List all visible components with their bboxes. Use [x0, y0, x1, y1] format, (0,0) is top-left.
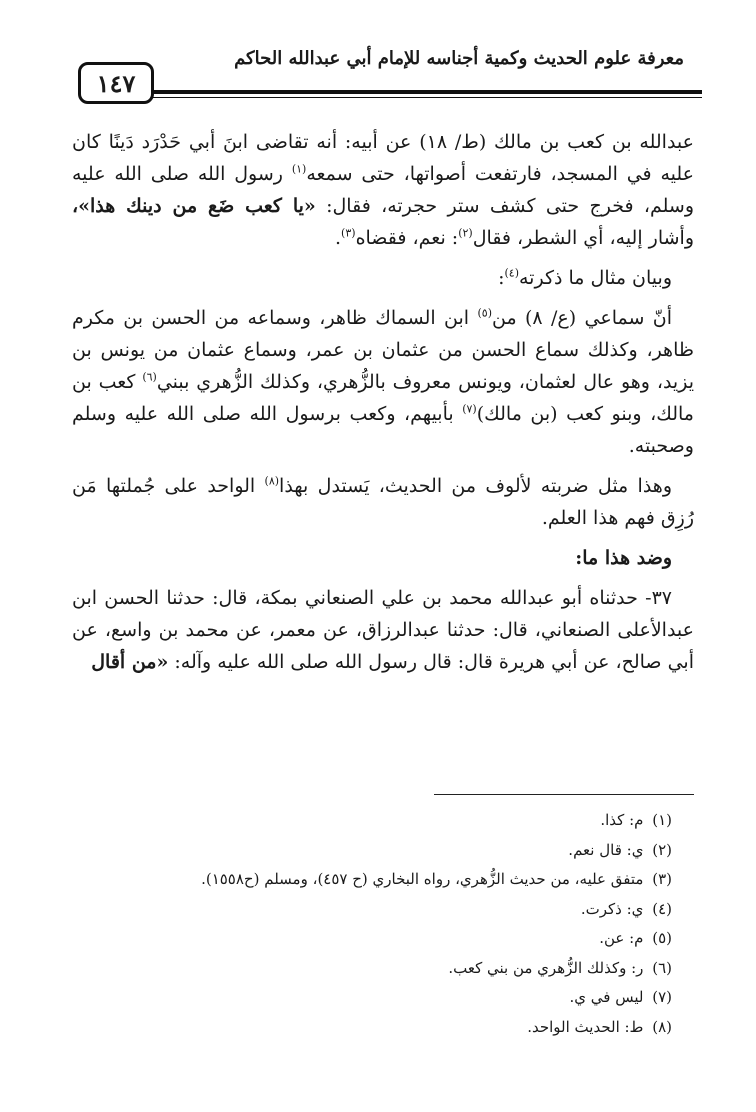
- footnote-number: (٣): [652, 870, 672, 888]
- text-run: عبدالله بن كعب بن مالك (ط/ ١٨) عن أبيه: أنه تقاضى ابنَ أبي حَدْرَد دَينًا كان عليه في المسجد، فارتفعت أصواتها، حتى سمعه: [72, 131, 695, 185]
- running-title: معرفة علوم الحديث وكمية أجناسه للإمام أبي عبدالله الحاكم: [234, 48, 684, 69]
- text-run: أنّ سماعي (ع/ ٨) من: [491, 307, 673, 329]
- footnote-item: [72, 924, 694, 954]
- footnote-text: ر: وكذلك الزُّهري من بني كعب.: [448, 958, 644, 977]
- footnote-marker: (٥): [477, 306, 492, 320]
- header-rule-thick: [152, 90, 702, 94]
- footnote-number: (٤): [652, 899, 672, 918]
- section-heading: وضد هذا ما:: [575, 547, 672, 569]
- paragraph-1: [72, 126, 694, 254]
- footnote-marker: (٨): [264, 474, 280, 488]
- footnote-item: [72, 1013, 694, 1043]
- footnotes-list: [72, 806, 694, 1042]
- footnote-separator: [434, 794, 694, 795]
- footnote-number: (٥): [652, 929, 672, 947]
- text-run: .: [335, 227, 342, 249]
- text-run: : نعم، فقضاه: [355, 227, 459, 249]
- text-run: بأبيهم، وكعب برسول الله صلى الله عليه وسلم وصحبته.: [72, 403, 694, 457]
- footnote-text: م: كذا.: [600, 811, 644, 829]
- page-header: [72, 40, 702, 104]
- text-run: كعب بن مالك، وبنو كعب (بن مالك): [72, 371, 694, 425]
- text-run: ٣٧- حدثناه أبو عبدالله محمد بن علي الصنعاني بمكة، قال: حدثنا الحسن ابن عبدالأعلى الصنعاني، قال: حدثنا عبدالرزاق، عن معمر، عن محمد بن واسع، عن أبي صالح، عن أبي هريرة قال: قال رسول الله صلى الله عليه وآله:: [72, 587, 694, 673]
- footnote-text: ي: ذكرت.: [580, 899, 644, 918]
- footnote-item: [72, 806, 694, 836]
- footnote-text: ي: قال نعم.: [568, 840, 644, 859]
- paragraph-3: [72, 302, 694, 462]
- footnote-number: (٢): [652, 840, 672, 859]
- footnote-text: م: عن.: [599, 929, 644, 947]
- footnote-text: ليس في ي.: [569, 988, 644, 1006]
- text-run: ابن السماك ظاهر، وسماعه من الحسن بن مكرم ظاهر، وكذلك سماع الحسن من عثمان بن عمر، وسماع عثمان من يونس بن يزيد، وهو عال لعثمان، ويونس معروف بالزُّهري، وكذلك الزُّهري ببني: [72, 307, 694, 393]
- footnote-marker: (٤): [504, 266, 519, 280]
- text-run: وبيان مثال ما ذكرته: [519, 267, 672, 289]
- footnote-text: ط: الحديث الواحد.: [527, 1017, 644, 1036]
- text-run: الواحد على جُملتها مَن رُزِق فهم هذا العلم.: [72, 475, 694, 529]
- footnote-item: [72, 836, 694, 866]
- text-run: رسول الله صلى الله عليه وسلم، فخرج حتى كشف ستر حجرته، فقال:: [72, 163, 694, 217]
- header-rule-thin: [152, 97, 702, 98]
- paragraph-4: [72, 470, 694, 534]
- footnote-item: [72, 865, 694, 895]
- hadith-quote: «يا كعب ضَع من دينك هذا»،: [72, 195, 316, 217]
- hadith-quote: «من أقال: [91, 651, 169, 673]
- footnote-item: [72, 895, 694, 925]
- footnote-marker: (٧): [462, 402, 477, 416]
- paragraph-2: [72, 262, 694, 294]
- footnote-number: (٨): [652, 1017, 672, 1036]
- main-text: [72, 126, 694, 686]
- footnote-marker: (٦): [142, 370, 157, 384]
- footnote-number: (٧): [652, 988, 672, 1006]
- footnote-text: متفق عليه، من حديث الزُّهري، رواه البخاري (ح ٤٥٧)، ومسلم (ح١٥٥٨).: [201, 870, 644, 888]
- page-number: ١٤٧: [78, 62, 154, 104]
- footnote-number: (٦): [652, 958, 672, 977]
- footnote-item: [72, 954, 694, 984]
- footnote-item: [72, 983, 694, 1013]
- paragraph-5: [72, 582, 694, 678]
- footnote-marker: (٢): [458, 226, 473, 240]
- footnote-marker: (٣): [341, 226, 356, 240]
- footnote-marker: (١): [291, 162, 307, 176]
- text-run: وهذا مثل ضربته لألوف من الحديث، يَستدل بهذا: [279, 475, 672, 497]
- text-run: :: [498, 267, 505, 289]
- footnote-number: (١): [652, 811, 672, 829]
- text-run: وأشار إليه، أي الشطر، فقال: [472, 227, 694, 249]
